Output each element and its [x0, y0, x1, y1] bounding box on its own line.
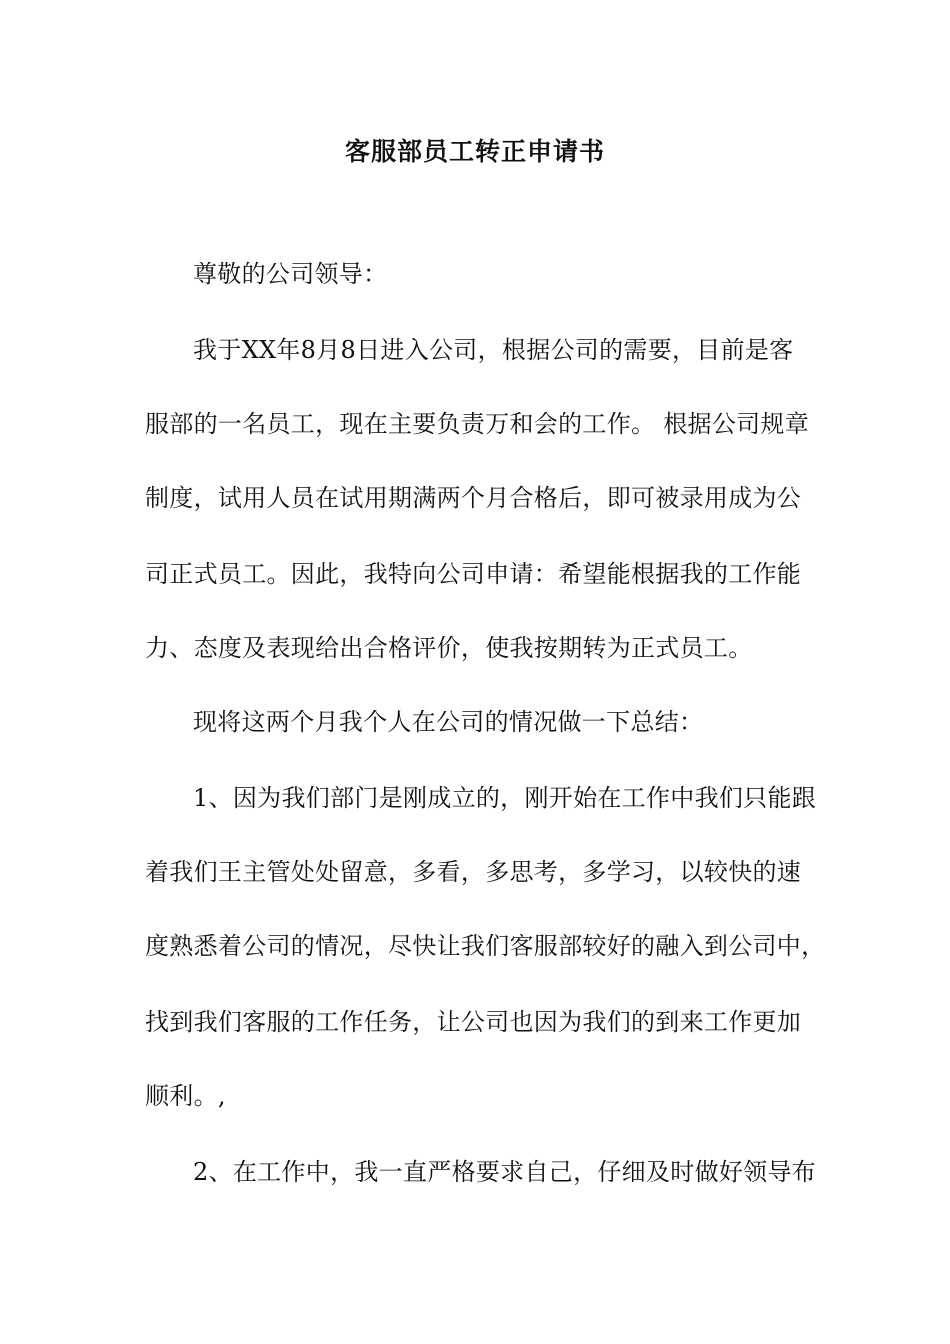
- point-1-line-1: 1、因为我们部门是刚成立的，刚开始在工作中我们只能跟: [193, 784, 817, 812]
- point-1-line-5: 顺利。,: [145, 1082, 226, 1110]
- point-2-line-1: 2、在工作中，我一直严格要求自己，仔细及时做好领导布: [193, 1158, 817, 1186]
- point-1-line-2: 着我们王主管处处留意，多看，多思考，多学习，以较快的速: [145, 858, 802, 886]
- point-1-line-3: 度熟悉着公司的情况，尽快让我们客服部较好的融入到公司中，: [145, 932, 826, 960]
- document-title: 客服部员工转正申请书: [344, 137, 605, 166]
- paragraph-1-line-3: 制度，试用人员在试用期满两个月合格后，即可被录用成为公: [145, 484, 802, 512]
- paragraph-1-line-4: 司正式员工。因此，我特向公司申请：希望能根据我的工作能: [145, 560, 802, 588]
- paragraph-1-line-1: 我于XX年8月8日进入公司，根据公司的需要，目前是客: [193, 336, 794, 364]
- paragraph-1-line-5: 力、态度及表现给出合格评价，使我按期转为正式员工。: [145, 634, 753, 662]
- point-1-line-4: 找到我们客服的工作任务，让公司也因为我们的到来工作更加: [145, 1008, 802, 1036]
- summary-intro-line: 现将这两个月我个人在公司的情况做一下总结：: [193, 708, 704, 736]
- paragraph-1-line-2: 服部的一名员工，现在主要负责万和会的工作。 根据公司规章: [145, 410, 810, 438]
- salutation-line: 尊敬的公司领导：: [193, 260, 388, 288]
